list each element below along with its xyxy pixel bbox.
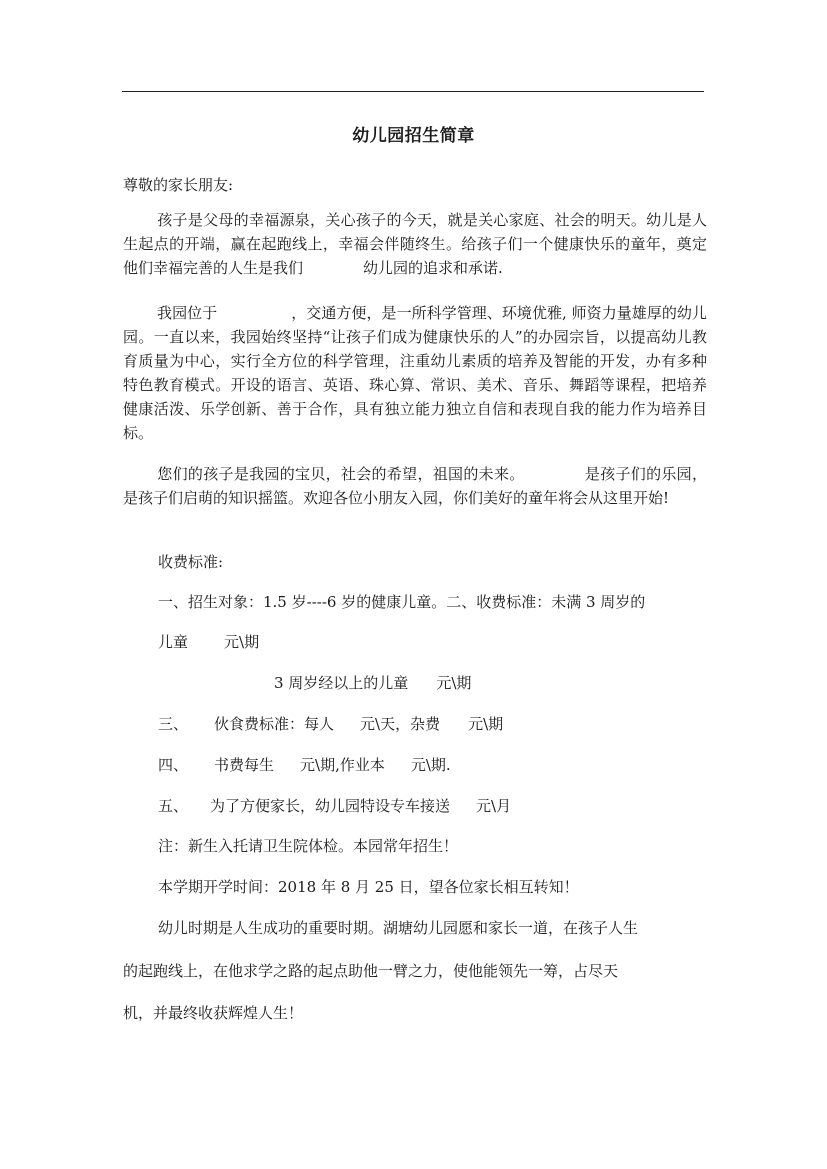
item-4-label: 书费每生 — [214, 756, 275, 774]
item-1-over-3-unit: 元\期 — [436, 674, 472, 692]
item-3-meals — [158, 713, 503, 734]
paragraph-welcome-text-2: 是孩子们的乐园，是孩子们启萌的知识摇篮。欢迎各位小朋友入园，你们美好的童年将会从这里开始! — [123, 465, 707, 507]
item-5-number: 五、 — [158, 797, 189, 815]
item-1-over-3 — [274, 672, 471, 693]
item-4-unit-1: 元\期,作业本 — [300, 756, 385, 774]
closing-line-1: 幼儿时期是人生成功的重要时期。湖塘幼儿园愿和家长一道，在孩子人生 — [158, 919, 639, 937]
closing-line-3: 机，并最终收获辉煌人生！ — [123, 1004, 304, 1022]
start-date: 本学期开学时间：2018 年 8 月 25 日，望各位家长相互转知！ — [158, 878, 579, 896]
header-rule — [122, 91, 704, 92]
item-4-unit-2: 元\期. — [410, 756, 451, 774]
item-3-unit-2: 元\期 — [468, 715, 504, 733]
item-4-books — [158, 754, 451, 775]
item-3-number: 三、 — [158, 715, 189, 733]
paragraph-location — [123, 301, 707, 445]
item-4-number: 四、 — [158, 756, 189, 774]
item-1-under-3-unit: 元\期 — [224, 633, 260, 651]
paragraph-welcome — [123, 462, 707, 510]
item-1-enrollment: 一、招生对象：1.5 岁----6 岁的健康儿童。二、收费标准：未满 3 周岁的 — [158, 593, 646, 611]
paragraph-intro — [123, 208, 707, 280]
paragraph-location-text-1: 我园位于 — [157, 304, 218, 322]
paragraph-intro-text-1: 孩子是父母的幸福源泉，关心孩子的今天，就是关心家庭、社会的明天。幼儿是人生起点的开端，赢在起跑线上，幸福会伴随终生。给孩子们一个健康快乐的童年，奠定他们幸福完善的人生是我们 — [123, 211, 707, 277]
item-1-under-3-label: 儿童 — [158, 633, 189, 651]
item-5-unit: 元\月 — [476, 797, 512, 815]
document-title: 幼儿园招生简章 — [352, 126, 475, 146]
paragraph-intro-text-2: 幼儿园的追求和承诺. — [363, 259, 503, 277]
item-1-over-3-label: 3 周岁经以上的儿童 — [274, 674, 409, 692]
paragraph-welcome-text-1: 您们的孩子是我园的宝贝，社会的希望，祖国的未来。 — [157, 465, 525, 483]
item-1-under-3 — [158, 631, 259, 652]
greeting: 尊敬的家长朋友: — [123, 176, 234, 194]
paragraph-location-text-2: ，交通方便，是一所科学管理、环境优雅, 师资力量雄厚的幼儿园。一直以来，我园始终坚持“让孩子们成为健康快乐的人”的办园宗旨，以提高幼儿教育质量为中心，实行全方位的科学管理，注重幼儿素质的培养及智能的开发，办有多种特色教育模式。开设的语言、英语、珠心算、常识、美术、音乐、舞蹈等课程，把培养健康活泼、乐学创新、善于合作，具有独立能力独立自信和表现自我的能力作为培养目标。 — [123, 304, 707, 442]
item-5-label: 为了方便家长，幼儿园特设专车接送 — [210, 797, 451, 815]
item-3-unit-1: 元\天，杂费 — [360, 715, 441, 733]
closing-line-2: 的起跑线上，在他求学之路的起点助他一臂之力，使他能领先一筹，占尽天 — [123, 962, 619, 980]
fees-heading: 收费标准: — [158, 553, 224, 571]
note: 注：新生入托请卫生院体检。本园常年招生！ — [158, 837, 459, 855]
item-5-bus — [158, 795, 511, 816]
item-3-label: 伙食费标准：每人 — [214, 715, 335, 733]
